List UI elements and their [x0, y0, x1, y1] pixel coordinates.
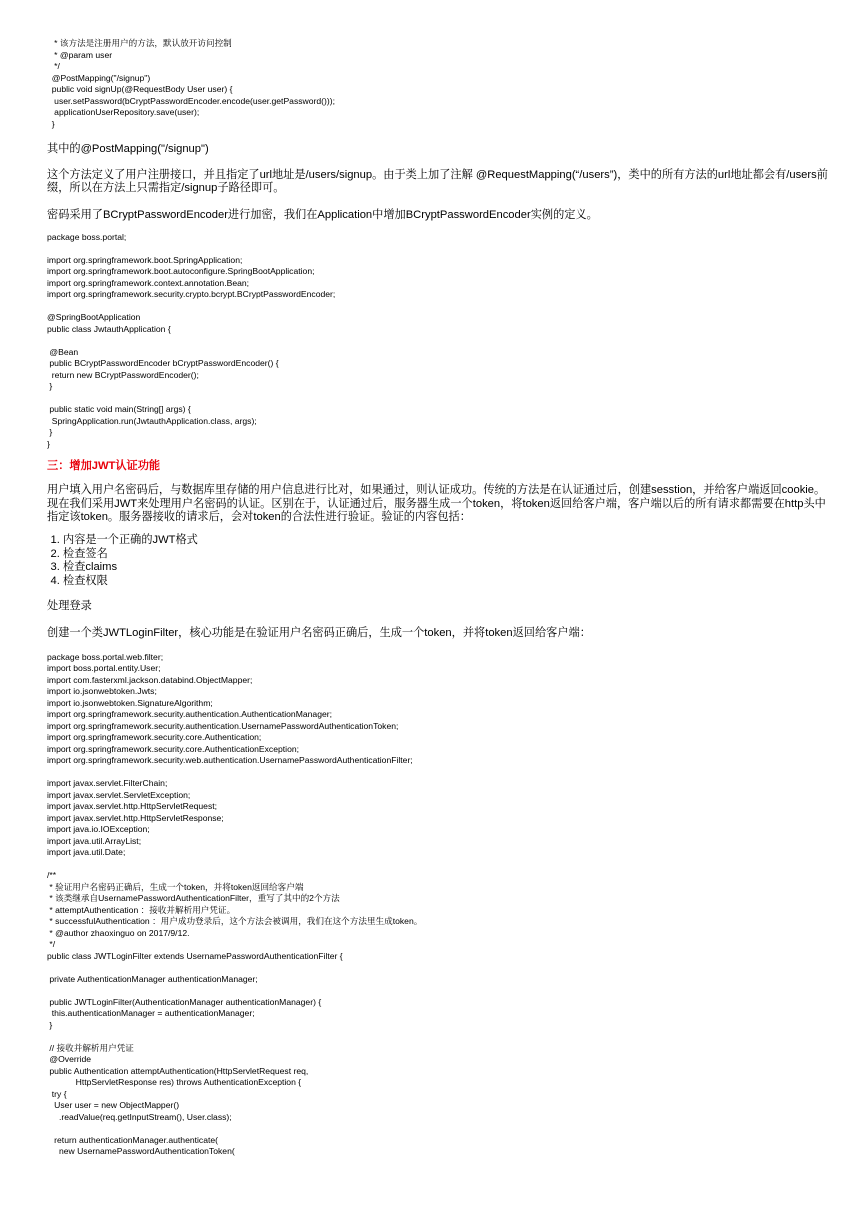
code-line: * 验证用户名密码正确后，生成一个token，并将token返回给客户端: [47, 881, 304, 892]
code-line: [47, 393, 828, 405]
code-line: */: [47, 61, 60, 71]
code-line: import java.util.ArrayList;: [47, 835, 142, 846]
code-line: import org.springframework.security.authentication.AuthenticationManager;: [47, 709, 333, 720]
code-line: [47, 962, 828, 974]
code-line: import java.io.IOException;: [47, 824, 150, 835]
code-line: public BCryptPasswordEncoder bCryptPasswordEncoder() {: [47, 358, 279, 369]
list-item: 3. 检查claims: [63, 561, 828, 575]
code-block-jwt-login-filter: [47, 652, 828, 1158]
code-line: [47, 767, 828, 779]
code-line: import javax.servlet.FilterChain;: [47, 778, 168, 789]
code-line: }: [47, 438, 50, 449]
code-block-signup: [47, 38, 828, 130]
code-line: this.authenticationManager = authenticationManager;: [47, 1008, 255, 1019]
list-item: 2. 检查签名: [63, 548, 828, 562]
code-line: private AuthenticationManager authenticationManager;: [47, 973, 258, 984]
code-line: user.setPassword(bCryptPasswordEncoder.encode(user.getPassword()));: [47, 95, 336, 106]
code-line: package boss.portal.web.filter;: [47, 651, 164, 662]
code-line: applicationUserRepository.save(user);: [47, 107, 200, 117]
code-line: * attemptAuthentication ：接收并解析用户凭证。: [47, 904, 236, 915]
code-line: [47, 243, 828, 255]
code-line: * 该类继承自UsernamePasswordAuthenticationFilter，重写了其中的2个方法: [47, 893, 340, 904]
code-line: public class JWTLoginFilter extends UsernamePasswordAuthenticationFilter {: [47, 950, 343, 961]
code-line: @PostMapping("/signup"): [47, 72, 151, 83]
code-line: import javax.servlet.http.HttpServletResponse;: [47, 812, 224, 823]
code-line: }: [47, 427, 53, 438]
code-line: [47, 1123, 828, 1135]
code-line: return authenticationManager.authenticate(: [47, 1134, 219, 1145]
code-line: package boss.portal;: [47, 231, 127, 242]
code-line: import io.jsonwebtoken.SignatureAlgorithm;: [47, 697, 213, 708]
code-line: import boss.portal.entity.User;: [47, 663, 161, 674]
code-line: public static void main(String[] args) {: [47, 404, 191, 415]
code-line: * successfulAuthentication ：用户成功登录后，这个方法会被调用，我们在这个方法里生成token。: [47, 916, 423, 927]
code-line: public void signUp(@RequestBody User user) {: [47, 84, 233, 94]
code-line: User user = new ObjectMapper(): [47, 1100, 180, 1111]
code-block-application: [47, 232, 828, 451]
code-line: /**: [47, 870, 57, 881]
code-line: [47, 1031, 828, 1043]
para-signup-description: 这个方法定义了用户注册接口，并且指定了url地址是/users/signup。由于类上加了注解 @RequestMapping(“/users”)，类中的所有方法的url地址都会有/users前缀，所以在方法上只需指定/signup子路径即可。: [47, 169, 828, 195]
code-line: import java.util.Date;: [47, 847, 126, 858]
code-line: }: [47, 1019, 53, 1030]
code-line: public class JwtauthApplication {: [47, 323, 171, 334]
code-line: // 接收并解析用户凭证: [47, 1042, 134, 1053]
code-line: [47, 335, 828, 347]
code-line: */: [47, 939, 56, 950]
code-line: * @author zhaoxinguo on 2017/9/12.: [47, 927, 190, 938]
code-line: import org.springframework.security.crypto.bcrypt.BCryptPasswordEncoder;: [47, 289, 336, 300]
para-login: 处理登录: [47, 600, 92, 613]
code-line: import org.springframework.context.annotation.Bean;: [47, 277, 250, 288]
code-line: SpringApplication.run(JwtauthApplication.class, args);: [47, 415, 257, 426]
code-line: import org.springframework.security.authentication.UsernamePasswordAuthenticationToken;: [47, 720, 399, 731]
code-line: [47, 859, 828, 871]
code-line: import org.springframework.security.web.authentication.UsernamePasswordAuthenticationFilter;: [47, 755, 413, 766]
code-line: import javax.servlet.http.HttpServletRequest;: [47, 801, 218, 812]
code-line: @Bean: [47, 346, 79, 357]
para-postmapping: 其中的@PostMapping("/signup"): [47, 143, 209, 155]
code-line: [47, 301, 828, 313]
code-line: import org.springframework.boot.autoconfigure.SpringBootApplication;: [47, 266, 315, 277]
code-line: new UsernamePasswordAuthenticationToken(: [47, 1146, 235, 1157]
code-line: @Override: [47, 1054, 92, 1065]
code-line: import org.springframework.security.core.Authentication;: [47, 732, 262, 743]
code-line: [47, 985, 828, 997]
section-heading: 三：增加JWT认证功能: [47, 460, 161, 473]
code-line: import io.jsonwebtoken.Jwts;: [47, 686, 157, 697]
code-line: * @param user: [47, 49, 113, 60]
para-filter: 创建一个类JWTLoginFilter，核心功能是在验证用户名密码正确后，生成一个token，并将token返回给客户端：: [47, 626, 591, 639]
code-line: HttpServletResponse res) throws AuthenticationException {: [47, 1077, 302, 1088]
code-line: * 该方法是注册用户的方法，默认放开访问控制: [47, 38, 232, 48]
code-line: @SpringBootApplication: [47, 312, 141, 323]
code-line: import org.springframework.boot.SpringApplication;: [47, 254, 243, 265]
code-line: .readValue(req.getInputStream(), User.class);: [47, 1111, 232, 1122]
para-bcrypt: 密码采用了BCryptPasswordEncoder进行加密，我们在Application中增加BCryptPasswordEncoder实例的定义。: [47, 208, 598, 221]
list-item: 1. 内容是一个正确的JWT格式: [63, 534, 828, 548]
list-item: 4. 检查权限: [63, 575, 828, 589]
code-line: try {: [47, 1088, 67, 1099]
para-jwt-intro: 用户填入用户名密码后，与数据库里存储的用户信息进行比对，如果通过，则认证成功。传统的方法是在认证通过后，创建sesstion，并给客户端返回cookie。现在我们采用JWT来处理用户名密码的认证。区别在于，认证通过后，服务器生成一个token，将token返回给客户端，客户端以后的所有请求都需要在http头中指定该token。服务器接收的请求后，会对token的合法性进行验证。验证的内容包括：: [47, 484, 826, 523]
code-line: }: [47, 381, 53, 392]
code-line: public Authentication attemptAuthentication(HttpServletRequest req,: [47, 1065, 309, 1076]
verify-list: [47, 534, 828, 588]
code-line: import org.springframework.security.core.AuthenticationException;: [47, 743, 300, 754]
code-line: import javax.servlet.ServletException;: [47, 789, 191, 800]
code-line: public JWTLoginFilter(AuthenticationManager authenticationManager) {: [47, 996, 322, 1007]
code-line: }: [47, 118, 55, 129]
code-line: import com.fasterxml.jackson.databind.ObjectMapper;: [47, 674, 253, 685]
code-line: return new BCryptPasswordEncoder();: [47, 369, 199, 380]
